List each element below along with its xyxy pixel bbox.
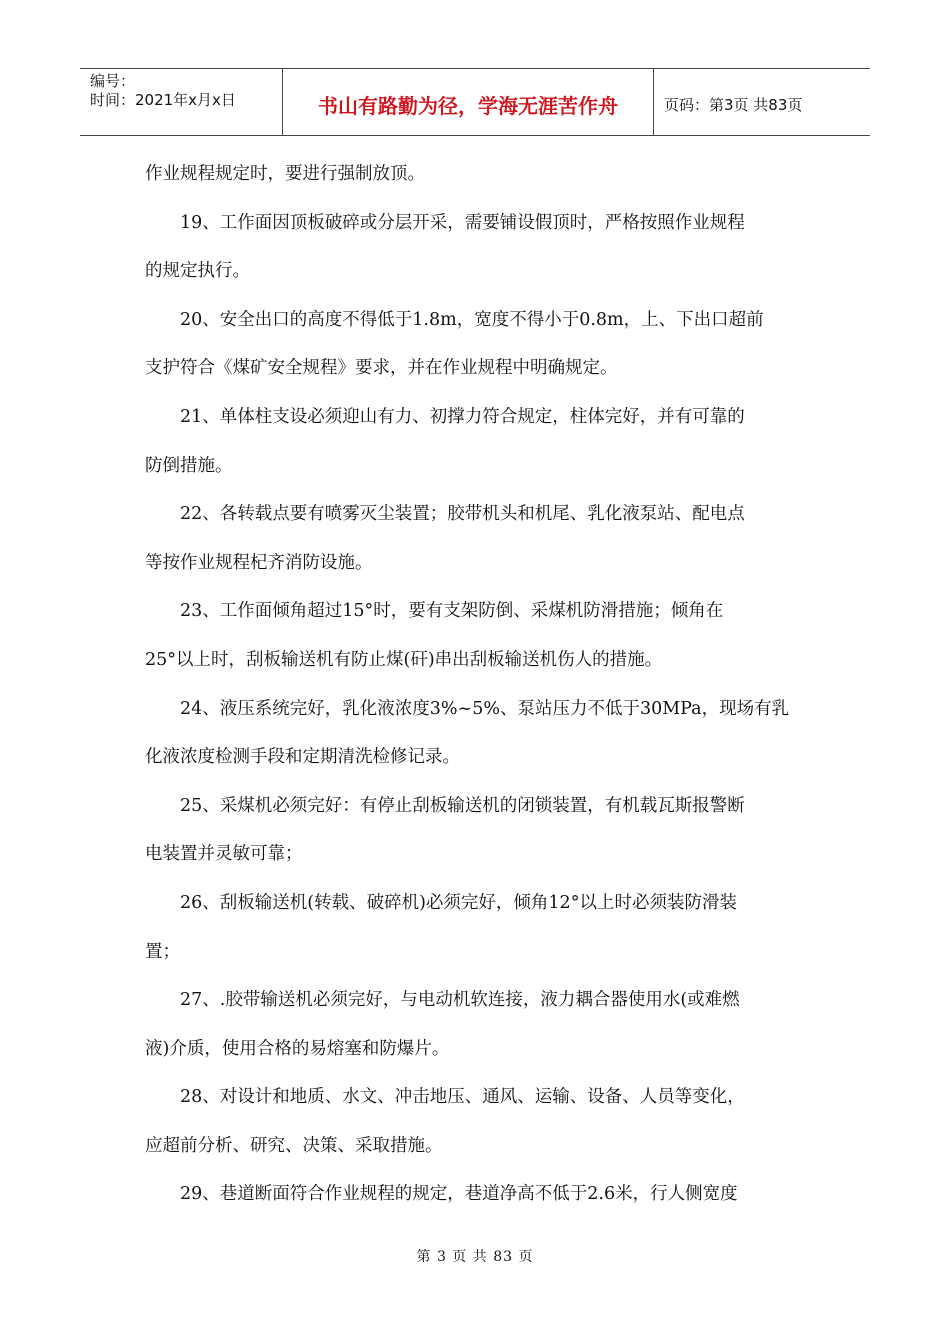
document-body: [145, 150, 810, 1219]
body-line: 液)介质，使用合格的易熔塞和防爆片。: [145, 1038, 450, 1059]
body-line: 22、各转载点要有喷雾灭尘装置；胶带机头和机尾、乳化液泵站、配电点: [180, 504, 745, 525]
header-page-code: 页码：第3页 共83页: [664, 95, 803, 114]
body-line: 27、.胶带输送机必须完好，与电动机软连接，液力耦合器使用水(或难燃: [180, 990, 740, 1011]
body-line: 20、安全出口的高度不得低于1.8m，宽度不得小于0.8m，上、下出口超前: [180, 309, 764, 330]
body-line: 的规定执行。: [145, 261, 250, 282]
body-line: 28、对设计和地质、水文、冲击地压、通风、运输、设备、人员等变化，: [180, 1087, 745, 1108]
body-line: 作业规程规定时，要进行强制放顶。: [145, 164, 425, 184]
body-line: 29、巷道断面符合作业规程的规定，巷道净高不低于2.6米，行人侧宽度: [180, 1184, 738, 1205]
body-line: 等按作业规程杞齐消防设施。: [145, 552, 373, 573]
body-line: 26、刮板输送机(转载、破碎机)必须完好，倾角12°以上时必须装防滑装: [180, 892, 737, 913]
body-line: 24、液压系统完好，乳化液浓度3%~5%、泵站压力不低于30MPa，现场有乳: [180, 698, 790, 719]
body-line: 支护符合《煤矿安全规程》要求，并在作业规程中明确规定。: [145, 358, 618, 379]
body-line: 25°以上时，刮板输送机有防止煤(矸)串出刮板输送机伤人的措施。: [145, 649, 663, 670]
document-number-label: 编号：: [90, 72, 136, 90]
body-line: 19、工作面因顶板破碎或分层开采，需要铺设假顶时，严格按照作业规程: [180, 212, 745, 233]
header-motto: 书山有路勤为径，学海无涯苦作舟: [318, 93, 618, 118]
page-header: [80, 68, 870, 136]
body-line: 化液浓度检测手段和定期清洗检修记录。: [145, 747, 460, 768]
body-line: 置；: [145, 941, 180, 962]
body-line: 21、单体柱支设必须迎山有力、初撑力符合规定，柱体完好，并有可靠的: [180, 406, 745, 427]
document-date-label: 时间：2021年x月x日: [90, 91, 236, 109]
body-line: 防倒措施。: [145, 455, 233, 476]
body-line: 23、工作面倾角超过15°时，要有支架防倒、采煤机防滑措施；倾角在: [180, 601, 724, 622]
header-page-cell: [654, 69, 870, 135]
header-motto-cell: [282, 69, 654, 135]
body-line: 25、采煤机必须完好：有停止刮板输送机的闭锁装置，有机载瓦斯报警断: [180, 795, 745, 816]
body-line: 电装置并灵敏可靠；: [145, 844, 303, 865]
body-text: [145, 150, 810, 1219]
page-footer: 第 3 页 共 83 页: [416, 1249, 534, 1265]
body-line: 应超前分析、研究、决策、采取措施。: [145, 1135, 443, 1156]
header-meta-cell: [80, 69, 282, 135]
